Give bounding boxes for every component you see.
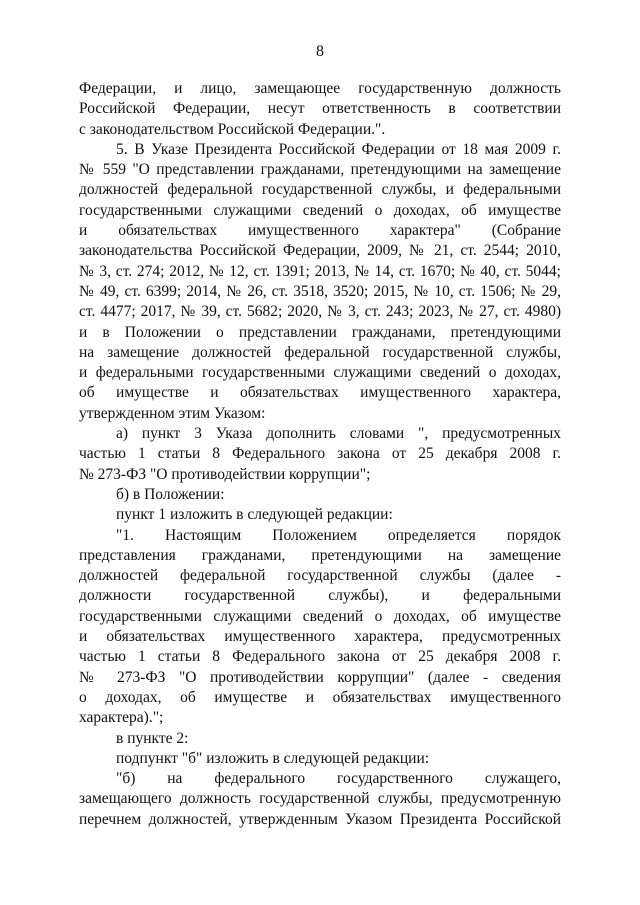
text-line: Федерации, и лицо, замещающее государственную должность xyxy=(79,80,561,97)
text-line: б) в Положении: xyxy=(116,485,225,503)
text-line: в пункте 2: xyxy=(116,729,189,747)
text-line: и в Положении о представлении гражданами, претендующими xyxy=(79,323,561,341)
text-line: ст. 4477; 2017, № 39, ст. 5682; 2020, № 3, ст. 243; 2023, № 27, ст. 4980) xyxy=(79,303,561,321)
text-line: государственными служащими сведений о доходах, об имуществе xyxy=(79,607,561,625)
text-line: законодательства Российской Федерации, 2009, № 21, ст. 2544; 2010, xyxy=(79,242,561,260)
text-line: № 49, ст. 6399; 2014, № 26, ст. 3518, 3520; 2015, № 10, ст. 1506; № 29, xyxy=(79,282,561,300)
text-line: пункт 1 изложить в следующей редакции: xyxy=(116,506,393,524)
text-line: перечнем должностей, утвержденным Указом Президента Российской xyxy=(79,810,561,828)
text-line: № 273-ФЗ "О противодействии коррупции" (далее - сведения xyxy=(79,668,561,686)
text-line: "б) на федерального государственного служащего, xyxy=(116,770,561,788)
text-line: частью 1 статьи 8 Федерального закона от 25 декабря 2008 г. xyxy=(79,648,561,666)
text-line: представления гражданами, претендующими на замещение xyxy=(79,546,561,564)
text-line: частью 1 статьи 8 Федерального закона от 25 декабря 2008 г. xyxy=(79,445,561,463)
text-line: "1. Настоящим Положением определяется порядок xyxy=(116,526,561,544)
document-body xyxy=(79,79,561,830)
text-line: № 3, ст. 274; 2012, № 12, ст. 1391; 2013, № 14, ст. 1670; № 40, ст. 5044; xyxy=(79,262,561,280)
text-line: должностей федеральной государственной службы, и федеральными xyxy=(79,181,561,199)
text-line: с законодательством Российской Федерации.". xyxy=(79,120,386,138)
text-line: должности государственной службы), и федеральными xyxy=(79,587,561,605)
text-line: характера)."; xyxy=(79,709,164,727)
text-line: и федеральными государственными служащими сведений о доходах, xyxy=(79,364,561,382)
page-number: 8 xyxy=(316,43,324,60)
text-line: утвержденном этим Указом: xyxy=(79,404,266,422)
text-line: о доходах, об имуществе и обязательствах имущественного xyxy=(79,688,561,706)
text-line: Российской Федерации, несут ответственность в соответствии xyxy=(79,100,561,118)
text-line: № 559 "О представлении гражданами, претендующими на замещение xyxy=(79,161,561,179)
text-line: № 273-ФЗ "О противодействии коррупции"; xyxy=(79,465,371,483)
text-line: должностей федеральной государственной службы (далее - xyxy=(79,567,561,585)
text-line: 5. В Указе Президента Российской Федерации от 18 мая 2009 г. xyxy=(116,140,561,158)
text-line: и обязательствах имущественного характера, предусмотренных xyxy=(79,628,561,646)
text-line: об имуществе и обязательствах имущественного характера, xyxy=(79,384,561,402)
text-line: а) пункт 3 Указа дополнить словами ", предусмотренных xyxy=(116,425,561,443)
text-line: подпункт "б" изложить в следующей редакции: xyxy=(116,749,430,767)
text-line: замещающего должность государственной службы, предусмотренную xyxy=(79,790,561,808)
text-line: государственными служащими сведений о доходах, об имуществе xyxy=(79,201,561,219)
text-line: на замещение должностей федеральной государственной службы, xyxy=(79,343,561,361)
text-line: и обязательствах имущественного характера" (Собрание xyxy=(79,222,561,240)
